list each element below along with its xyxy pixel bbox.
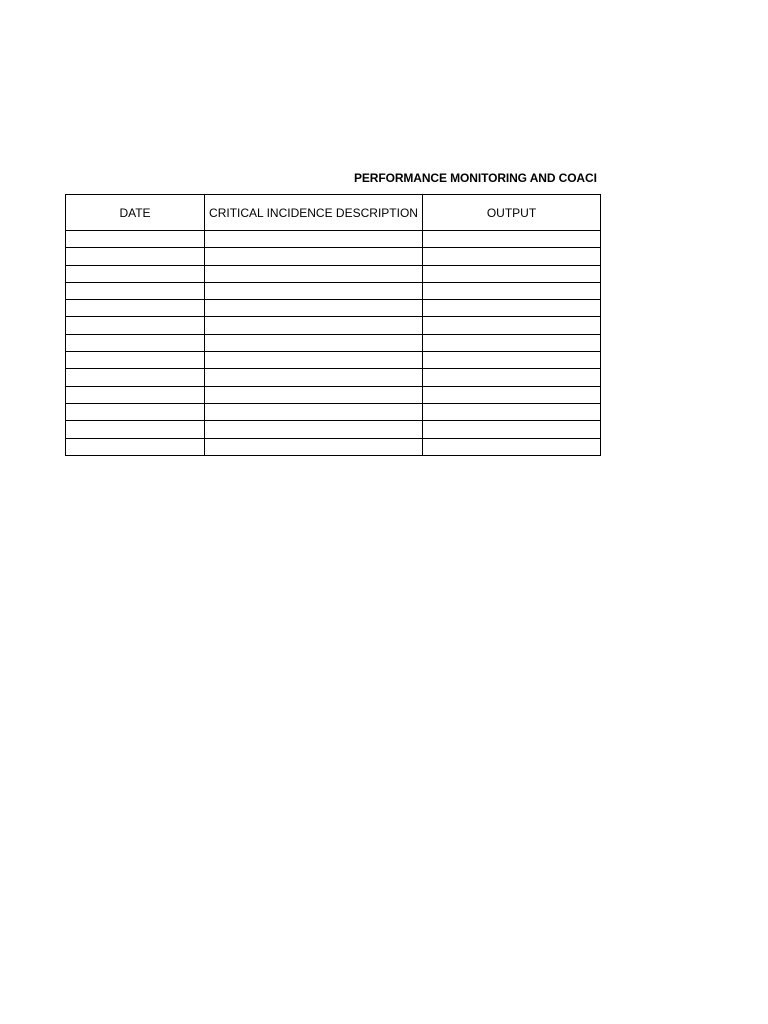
- output-cell: [423, 369, 601, 386]
- output-cell: [423, 403, 601, 420]
- date-cell: [66, 334, 205, 351]
- table-row: [66, 352, 601, 369]
- column-header-date: DATE: [66, 195, 205, 231]
- output-cell: [423, 352, 601, 369]
- date-cell: [66, 352, 205, 369]
- date-cell: [66, 403, 205, 420]
- table-row: [66, 317, 601, 334]
- table-row: [66, 265, 601, 282]
- output-cell: [423, 282, 601, 299]
- date-cell: [66, 386, 205, 403]
- date-cell: [66, 317, 205, 334]
- date-cell: [66, 300, 205, 317]
- output-cell: [423, 421, 601, 438]
- date-cell: [66, 421, 205, 438]
- output-cell: [423, 265, 601, 282]
- table-row: [66, 403, 601, 420]
- description-cell: [205, 282, 423, 299]
- column-header-critical-incidence-description: CRITICAL INCIDENCE DESCRIPTION: [205, 195, 423, 231]
- output-cell: [423, 317, 601, 334]
- description-cell: [205, 403, 423, 420]
- date-cell: [66, 231, 205, 248]
- description-cell: [205, 231, 423, 248]
- date-cell: [66, 438, 205, 455]
- table-row: [66, 438, 601, 455]
- table-row: [66, 300, 601, 317]
- document-title: PERFORMANCE MONITORING AND COACI: [354, 171, 597, 185]
- description-cell: [205, 334, 423, 351]
- date-cell: [66, 248, 205, 265]
- description-cell: [205, 300, 423, 317]
- output-cell: [423, 386, 601, 403]
- description-cell: [205, 317, 423, 334]
- output-cell: [423, 334, 601, 351]
- output-cell: [423, 231, 601, 248]
- table-row: [66, 421, 601, 438]
- table-row: [66, 248, 601, 265]
- date-cell: [66, 369, 205, 386]
- description-cell: [205, 386, 423, 403]
- date-cell: [66, 265, 205, 282]
- description-cell: [205, 352, 423, 369]
- monitoring-table: [65, 194, 601, 456]
- description-cell: [205, 421, 423, 438]
- table-header-row: [66, 195, 601, 231]
- description-cell: [205, 369, 423, 386]
- column-header-output: OUTPUT: [423, 195, 601, 231]
- description-cell: [205, 248, 423, 265]
- description-cell: [205, 438, 423, 455]
- date-cell: [66, 282, 205, 299]
- description-cell: [205, 265, 423, 282]
- table-row: [66, 282, 601, 299]
- output-cell: [423, 300, 601, 317]
- output-cell: [423, 248, 601, 265]
- table-body: [66, 231, 601, 456]
- output-cell: [423, 438, 601, 455]
- table-row: [66, 334, 601, 351]
- table-row: [66, 369, 601, 386]
- table-row: [66, 231, 601, 248]
- table-row: [66, 386, 601, 403]
